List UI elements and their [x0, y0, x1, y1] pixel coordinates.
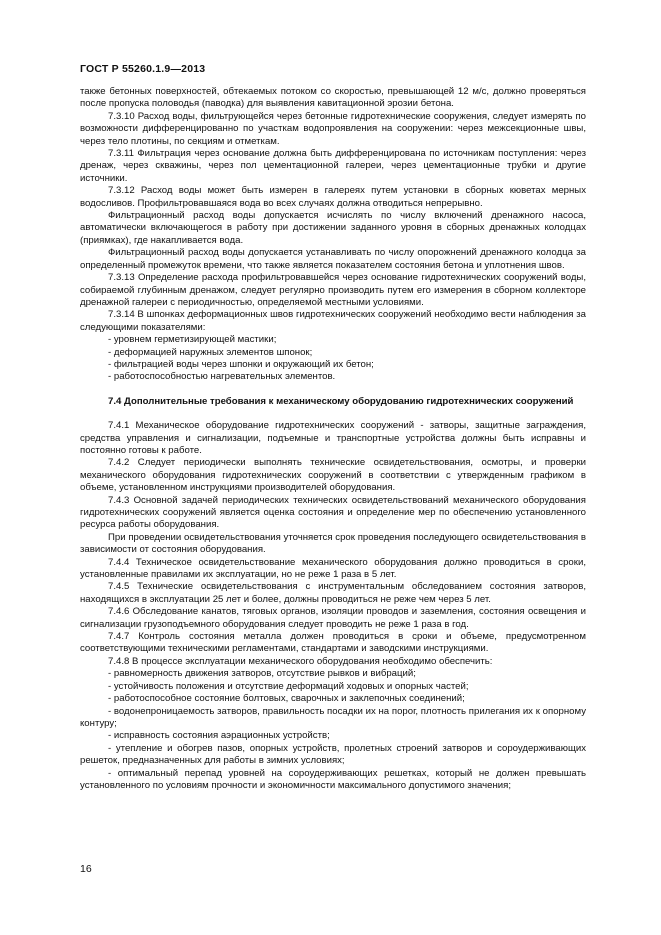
paragraph: 7.4.2 Следует периодически выполнять технические освидетельствования, осмотры, и проверки механического оборудования гидротехнических сооружений в соответствии с утвержденным графиком в объеме, установленном инструкциями производителей оборудования. — [80, 457, 586, 494]
document-header: ГОСТ Р 55260.1.9—2013 — [80, 63, 206, 75]
list-item: - оптимальный перепад уровней на сороудерживающих решетках, который не должен превышать установленного по условиям прочности и экономичности максимального допустимого значения; — [80, 767, 586, 791]
spacer — [80, 408, 586, 420]
paragraph: Фильтрационный расход воды допускается исчислять по числу включений дренажного насоса, автоматически включающегося в работу при достижении заданного уровня в сборных дренажных колодцах (приямках), где накапливается вода. — [80, 210, 586, 246]
paragraph: также бетонных поверхностей, обтекаемых потоком со скоростью, превышающей 12 м/с, должно проверяться после пропуска половодья (паводка) для выявления кавитационной эрозии бетона. — [80, 86, 586, 110]
list-item: - равномерность движения затворов, отсутствие рывков и вибраций; — [108, 668, 416, 680]
section-heading: 7.4 Дополнительные требования к механическому оборудованию гидротехнических сооружений — [108, 395, 574, 407]
spacer — [80, 384, 586, 396]
list-item: - устойчивость положения и отсутствие деформаций ходовых и опорных частей; — [108, 680, 469, 692]
paragraph: 7.4.3 Основной задачей периодических технических освидетельствований механического оборудования гидротехнических сооружений является оценка состояния и определение мер по обеспечению установленного ресурса работы оборудования. — [80, 494, 586, 531]
paragraph: При проведении освидетельствования уточняется срок проведения последующего освидетельствования в зависимости от состояния оборудования. — [80, 531, 586, 556]
list-item: - водонепроницаемость затворов, правильность посадки их на порог, плотность прилегания их к опорному контуру; — [80, 705, 586, 729]
paragraph: 7.4.5 Технические освидетельствования с инструментальным обследованием состояния затворов, находящихся в эксплуатации 25 лет и более, должны проводиться не реже чем через 5 лет. — [80, 581, 586, 605]
list-item: - фильтрацией воды через шпонки и окружающий их бетон; — [108, 358, 374, 370]
paragraph: 7.3.13 Определение расхода профильтровавшейся через основание гидротехнических сооружений воды, собираемой глубинным дренажом, следует регулярно производить путем его измерения в сборном коллекторе дренажной галереи с периодичностью, определяемой местными условиями. — [80, 272, 586, 308]
list-item: - работоспособное состояние болтовых, сварочных и заклепочных соединений; — [108, 693, 465, 705]
paragraph: Фильтрационный расход воды допускается устанавливать по числу опорожнений дренажного колодца за определенный промежуток времени, что также является показателем состояния бетона и уплотнения швов. — [80, 247, 586, 271]
paragraph: 7.4.7 Контроль состояния металла должен проводиться в сроки и объеме, предусмотренном соответствующими техническими регламентами, стандартами и заводскими инструкциями. — [80, 631, 586, 655]
paragraph: 7.3.10 Расход воды, фильтрующейся через бетонные гидротехнические сооружения, следует измерять по возможности дифференцированно по участкам водопроявления на сооружении: через межсекционные швы, через тело плотины, по секциям и отметкам. — [80, 110, 586, 147]
paragraph: 7.4.6 Обследование канатов, тяговых органов, изоляции проводов и заземления, состояния освещения и сигнализации грузоподъемного оборудования следует проводить не реже 1 раза в год. — [80, 606, 586, 630]
list-item: - деформацией наружных элементов шпонок; — [108, 346, 313, 358]
paragraph: 7.4.8 В процессе эксплуатации механического оборудования необходимо обеспечить: — [108, 655, 493, 667]
list-item: - работоспособностью нагревательных элементов. — [108, 371, 336, 383]
list-item: - исправность состояния аэрационных устройств; — [108, 730, 330, 742]
list-item: - уровнем герметизирующей мастики; — [108, 334, 277, 346]
page-number: 16 — [80, 863, 92, 875]
document-body — [80, 86, 586, 792]
paragraph: 7.3.14 В шпонках деформационных швов гидротехнических сооружений необходимо вести наблюдения за следующими показателями: — [80, 309, 586, 333]
paragraph: 7.3.12 Расход воды может быть измерен в галереях путем установки в сборных кюветах мерных водосливов. Профильтровавшаяся вода во всех случаях должна отводиться непрерывно. — [80, 185, 586, 209]
list-item: - утепление и обогрев пазов, опорных устройств, пролетных строений затворов и сороудерживающих решеток, предназначенных для работы в зимних условиях; — [80, 742, 586, 767]
paragraph: 7.4.1 Механическое оборудование гидротехнических сооружений - затворы, защитные заграждения, средства управления и сигнализации, подъемные и транспортные устройства должны быть исправны и постоянно готовы к работе. — [80, 420, 586, 456]
paragraph: 7.3.11 Фильтрация через основание должна быть дифференцирована по источникам поступления: через дренаж, через скважины, через пол цементационной галереи, через цементационные трубки и другие источники. — [80, 148, 586, 184]
paragraph: 7.4.4 Техническое освидетельствование механического оборудования должно проводиться в сроки, установленные правилами их эксплуатации, но не реже 1 раза в 5 лет. — [80, 556, 586, 581]
